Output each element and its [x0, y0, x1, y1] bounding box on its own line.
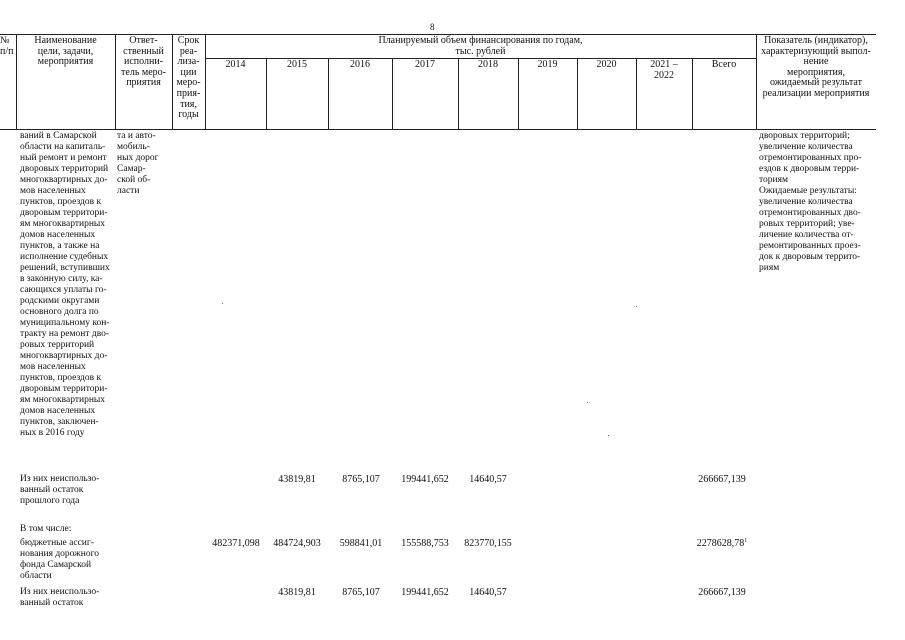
row-label-line: Из них неиспользо-: [20, 474, 100, 484]
scan-speck: [608, 435, 609, 436]
indicator-line: отремонтированных дво-: [759, 208, 861, 218]
header-year-2014: 2014: [225, 59, 246, 70]
row-label-line: бюджетные ассиг-: [20, 538, 94, 548]
header-col-responsible: Ответ- ственный исполни- тель меро- приятия: [121, 35, 166, 89]
header-total: Всего: [711, 59, 737, 70]
indicator-line: док к дворовым террито-: [759, 252, 861, 262]
row-value: 482371,098: [212, 538, 260, 549]
scan-speck: [222, 303, 223, 304]
name-line: ный ремонт и ремонт: [20, 153, 107, 163]
name-line: ваний в Самарской: [20, 131, 97, 141]
name-line: муниципальному кон-: [20, 318, 110, 328]
name-line: пунктов, а также на: [20, 241, 100, 251]
name-line: пунктов, проездов к: [20, 373, 102, 383]
row-value: 598841,01: [339, 538, 383, 549]
header-col-name: Наименование цели, задачи, мероприятия: [34, 35, 97, 68]
responsible-line: та и авто-: [117, 131, 156, 141]
row-value: 43819,81: [278, 587, 316, 598]
name-line: в законную силу, ка-: [20, 274, 103, 284]
name-line: родскими округами: [20, 296, 100, 306]
continuation-name: [20, 131, 110, 439]
name-line: ровых территорий: [20, 340, 95, 350]
row-value: 484724,903: [273, 538, 321, 549]
header-col-term: Срок реа- лиза- ции меро- прия- тия, годы: [176, 35, 201, 121]
header-year-2021-2022: 2021 – 2022: [650, 59, 678, 81]
indicator-line: отремонтированных про-: [759, 153, 862, 163]
name-line: многоквартирных до-: [20, 175, 108, 185]
name-line: основного долга по: [20, 307, 99, 317]
row-value: 266667,139: [698, 474, 746, 485]
row-label: [20, 538, 99, 582]
row-value: 8765,107: [342, 474, 380, 485]
responsible-line: ных дорог: [117, 153, 159, 163]
indicator-line: дворовых территорий;: [759, 131, 850, 141]
row-value: 823770,155: [464, 538, 512, 549]
row-value: 2278628,78$^1$: [696, 538, 748, 549]
row-label-line: Из них неиспользо-: [20, 587, 100, 597]
indicator-line: Ожидаемые результаты:: [759, 186, 857, 196]
name-line: дворовых территорий: [20, 164, 109, 174]
row-value: 14640,57: [469, 587, 507, 598]
responsible-line: ласти: [117, 186, 140, 196]
row-label-line: нования дорожного: [20, 549, 99, 559]
responsible-line: ской об-: [117, 175, 151, 185]
continuation-responsible: [117, 131, 159, 197]
header-year-2015: 2015: [287, 59, 307, 70]
row-value: 199441,652: [401, 587, 449, 598]
row-value: 155588,753: [401, 538, 449, 549]
row-label-line: ванный остаток: [20, 598, 84, 608]
row-label-line: ванный остаток: [20, 485, 84, 495]
name-line: пунктов, заключен-: [20, 417, 99, 427]
footnote-mark: 1: [744, 538, 748, 544]
continuation-indicator: [759, 131, 876, 274]
name-line: дворовым территори-: [20, 384, 108, 394]
name-line: домов населенных: [20, 406, 96, 416]
responsible-line: мобиль-: [117, 142, 150, 152]
header-year-2020: 2020: [596, 59, 617, 70]
name-line: решений, вступивших: [20, 263, 110, 273]
name-line: тракту на ремонт дво-: [20, 329, 110, 339]
row-value: 199441,652: [401, 474, 449, 485]
row-label: [20, 474, 99, 507]
name-line: сающихся уплаты го-: [20, 285, 107, 295]
name-line: области на капиталь-: [20, 142, 106, 152]
indicator-line: ремонтированных проез-: [759, 241, 861, 251]
scan-speck: [636, 306, 637, 307]
row-value: 266667,139: [698, 587, 746, 598]
row-value: 14640,57: [469, 474, 507, 485]
name-line: ных в 2016 году: [20, 428, 85, 438]
header-year-2017: 2017: [415, 59, 435, 70]
header-year-2016: 2016: [350, 59, 370, 70]
name-line: многоквартирных до-: [20, 351, 108, 361]
indicator-line: риям: [759, 263, 780, 273]
name-line: ям многоквартирных: [20, 395, 106, 405]
responsible-line: Самар-: [117, 164, 146, 174]
indicator-line: увеличение количества: [759, 142, 853, 152]
indicator-line: ровых территорий; уве-: [759, 219, 855, 229]
indicator-line: увеличение количества: [759, 197, 853, 207]
row-label-line: прошлого года: [20, 496, 80, 506]
indicator-line: ездов к дворовым терри-: [759, 164, 860, 174]
row-value: 8765,107: [342, 587, 380, 598]
header-year-2019: 2019: [537, 59, 558, 70]
name-line: домов населенных: [20, 230, 96, 240]
page-number: 8: [430, 22, 435, 32]
row-value: 43819,81: [278, 474, 316, 485]
name-line: мов населенных: [20, 362, 86, 372]
scan-speck: [587, 402, 588, 403]
name-line: ям многоквартирных: [20, 219, 106, 229]
header-col-indicator: Показатель (индикатор), характеризующий выпол- нение мероприятия, ожидаемый результат реализации мероприятия: [761, 35, 871, 99]
indicator-line: ториям: [759, 175, 788, 185]
name-line: дворовым территори-: [20, 208, 108, 218]
header-col-number: № п/п: [0, 35, 14, 57]
header-year-2018: 2018: [478, 59, 498, 70]
row-label: [20, 524, 71, 535]
indicator-line: личение количества от-: [759, 230, 854, 240]
name-line: пунктов, проездов к: [20, 197, 102, 207]
name-line: исполнение судебных: [20, 252, 109, 262]
header-col-funding: Планируемый объем финансирования по годам, тыс. рублей: [378, 35, 583, 57]
row-label-line: фонда Самарской: [20, 560, 92, 570]
row-label-line: области: [20, 571, 52, 581]
row-label: [20, 587, 99, 609]
row-label-line: В том числе:: [20, 524, 72, 534]
name-line: мов населенных: [20, 186, 86, 196]
